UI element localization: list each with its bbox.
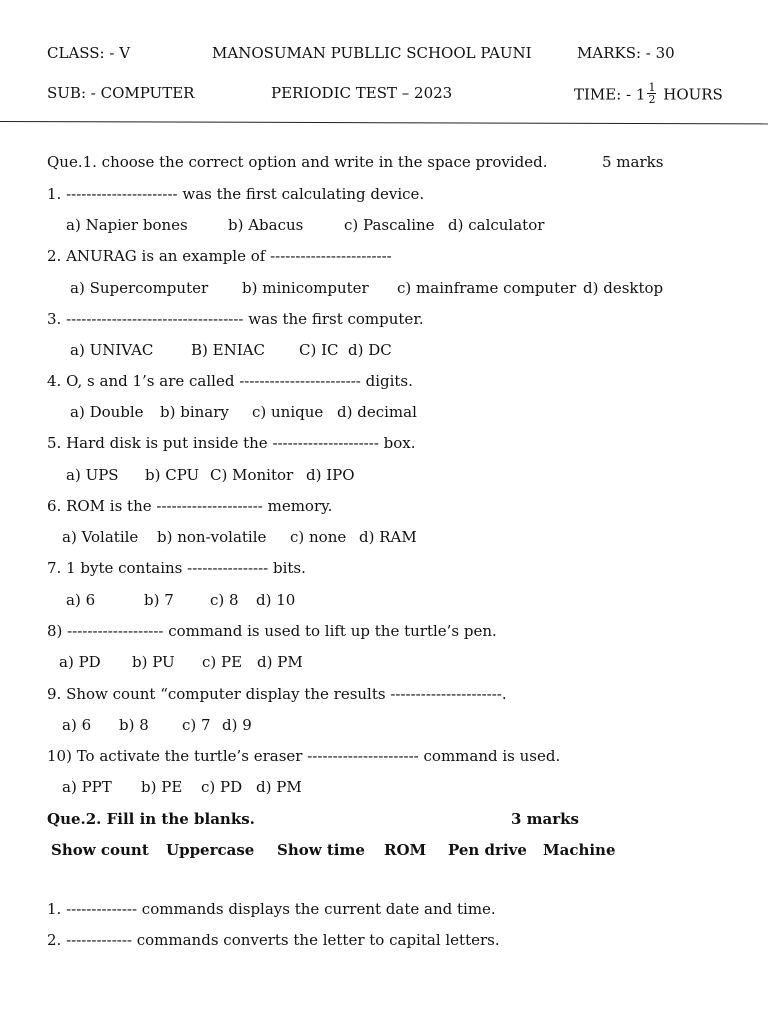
q1-item-8-option-c: c) PE [202, 653, 243, 671]
q1-item-10-option-c: c) PD [201, 778, 243, 796]
q2-word-4: ROM [384, 841, 427, 859]
q1-item-6-option-d: d) RAM [359, 528, 417, 546]
q1-item-3-option-b: B) ENIAC [191, 341, 265, 359]
q1-item-7-option-a: a) 6 [66, 591, 96, 609]
q1-item-1-option-b: b) Abacus [228, 216, 304, 234]
marks-label: MARKS: - 30 [577, 44, 675, 62]
subject-label: SUB: - COMPUTER [47, 84, 195, 102]
q1-item-4-option-c: c) unique [252, 403, 324, 421]
q1-item-3-stem: 3. ----------------------------------- was the first computer. [47, 310, 424, 328]
q1-item-7-stem: 7. 1 byte contains ---------------- bits. [47, 559, 306, 577]
q1-item-1-option-a: a) Napier bones [66, 216, 188, 234]
q1-item-10-option-b: b) PE [141, 778, 183, 796]
q2-word-5: Pen drive [448, 841, 527, 859]
q1-item-2-option-d: d) desktop [583, 279, 664, 297]
q1-item-8-stem: 8) ------------------- command is used to lift up the turtle’s pen. [47, 622, 497, 640]
q1-item-1-option-d: d) calculator [448, 216, 545, 234]
q1-item-5-option-b: b) CPU [145, 466, 200, 484]
q1-item-4-option-d: d) decimal [337, 403, 417, 421]
q1-marks: 5 marks [602, 153, 664, 171]
time-label [574, 81, 723, 107]
q1-item-10-stem: 10) To activate the turtle’s eraser ---------------------- command is used. [47, 747, 561, 765]
q1-item-7-option-c: c) 8 [210, 591, 239, 609]
q1-item-5-option-c: C) Monitor [210, 466, 294, 484]
q1-item-8-option-d: d) PM [257, 653, 303, 671]
q1-item-3-option-c: C) IC [299, 341, 339, 359]
q2-marks: 3 marks [511, 810, 579, 828]
q1-item-7-option-d: d) 10 [256, 591, 296, 609]
q1-item-2-stem: 2. ANURAG is an example of ------------------------ [47, 247, 392, 265]
q1-item-6-option-c: c) none [290, 528, 347, 546]
header-divider [0, 121, 768, 124]
q1-item-10-option-d: d) PM [256, 778, 302, 796]
q1-item-6-option-b: b) non-volatile [157, 528, 267, 546]
q1-item-7-option-b: b) 7 [144, 591, 174, 609]
q1-item-10-option-a: a) PPT [62, 778, 112, 796]
q1-item-4-stem: 4. O, s and 1’s are called ------------------------ digits. [47, 372, 413, 390]
q1-item-3-option-a: a) UNIVAC [70, 341, 154, 359]
q2-word-3: Show time [277, 841, 365, 859]
q1-item-6-stem: 6. ROM is the --------------------- memory. [47, 497, 333, 515]
q1-item-2-option-a: a) Supercomputer [70, 279, 209, 297]
q2-word-2: Uppercase [166, 841, 255, 859]
test-title: PERIODIC TEST – 2023 [271, 84, 453, 102]
time-suffix: HOURS [663, 85, 723, 104]
q1-item-9-option-d: d) 9 [222, 716, 252, 734]
q1-item-1-stem: 1. ---------------------- was the first calculating device. [47, 185, 425, 203]
q2-item-2: 2. ------------- commands converts the letter to capital letters. [47, 931, 500, 949]
q1-item-8-option-a: a) PD [59, 653, 101, 671]
q2-item-1: 1. -------------- commands displays the current date and time. [47, 900, 496, 918]
q2-word-6: Machine [543, 841, 616, 859]
q1-item-9-option-a: a) 6 [62, 716, 92, 734]
time-prefix: TIME: - 1 [574, 85, 646, 104]
q1-item-9-option-c: c) 7 [182, 716, 211, 734]
q1-item-2-option-c: c) mainframe computer [397, 279, 577, 297]
q2-word-1: Show count [51, 841, 149, 859]
q1-item-9-option-b: b) 8 [119, 716, 149, 734]
q1-item-1-option-c: c) Pascaline [344, 216, 435, 234]
q1-item-2-option-b: b) minicomputer [242, 279, 369, 297]
school-name: MANOSUMAN PUBLLIC SCHOOL PAUNI [212, 44, 532, 62]
q1-item-9-stem: 9. Show count “computer display the results ----------------------. [47, 685, 507, 703]
q1-item-3-option-d: d) DC [348, 341, 392, 359]
q1-item-5-stem: 5. Hard disk is put inside the --------------------- box. [47, 434, 416, 452]
time-fraction: $\frac{1}{2}$ [648, 81, 656, 106]
q1-heading: Que.1. choose the correct option and write in the space provided. [47, 153, 548, 171]
q1-item-4-option-a: a) Double [70, 403, 144, 421]
q1-item-5-option-a: a) UPS [66, 466, 119, 484]
q2-heading: Que.2. Fill in the blanks. [47, 810, 255, 828]
q1-item-5-option-d: d) IPO [306, 466, 355, 484]
class-label: CLASS: - V [47, 44, 131, 62]
q1-item-4-option-b: b) binary [160, 403, 229, 421]
q1-item-6-option-a: a) Volatile [62, 528, 139, 546]
q1-item-8-option-b: b) PU [132, 653, 175, 671]
